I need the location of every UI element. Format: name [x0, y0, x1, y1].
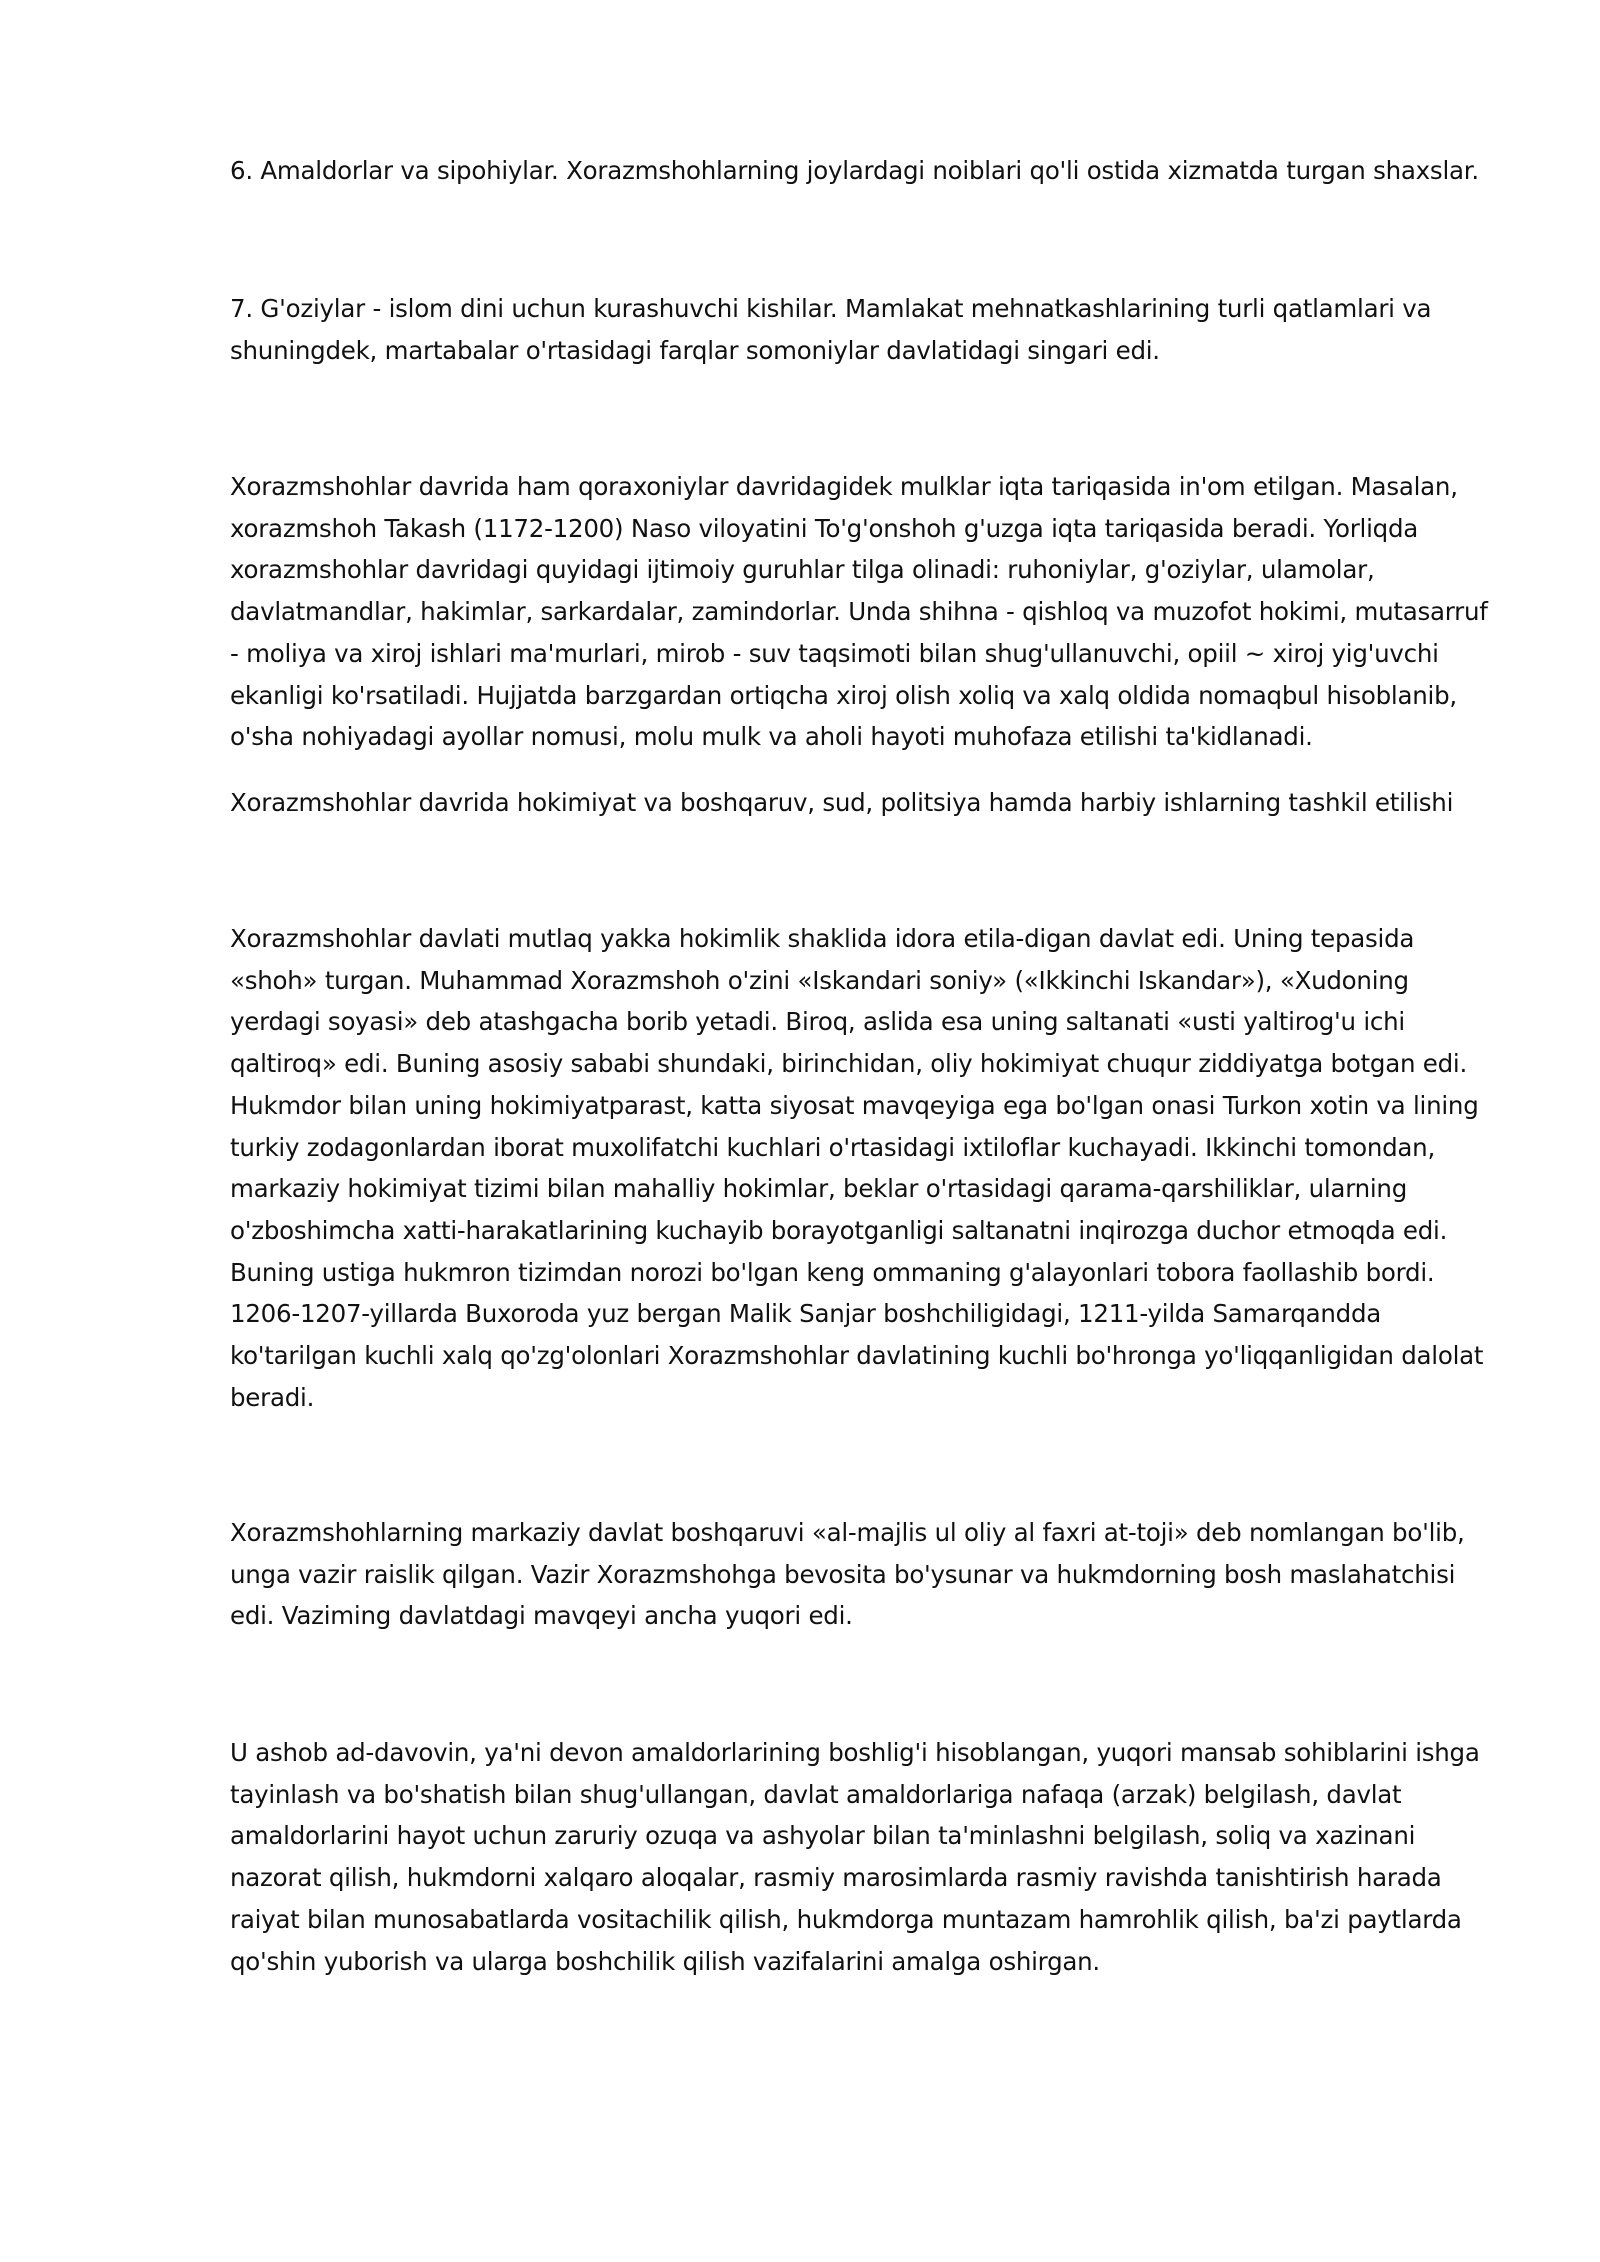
paragraph-markaziy-boshqaruv: Xorazmshohlarning markaziy davlat boshqaruvi «al-majlis ul oliy al faxri at-toji» deb nomlangan bo'lib, unga vazir raislik qilgan. Vazir Xorazmshohga bevosita bo'ysunar va hukmdorning bosh maslahatchisi edi. Vaziming davlatdagi mavqeyi ancha yuqori edi.	[230, 1518, 1465, 1631]
paragraph-iqta: Xorazmshohlar davrida ham qoraxoniylar davridagidek mulklar iqta tariqasida in'om etilgan. Masalan, xorazmshoh Takash (1172-1200) Naso viloyatini To'g'onshoh g'uzga iqta tariqasida beradi. Yorliqda xorazmshohlar davridagi quyidagi ijtimoiy guruhlar tilga olinadi: ruhoniylar, g'oziylar, ulamolar, davlatmandlar, hakimlar, sarkardalar, zamindorlar. Unda shihna - qishloq va muzofot hokimi, mutasarruf - moliya va xiroj ishlari ma'murlari, mirob - suv taqsimoti bilan shug'ullanuvchi, opiil ~ xiroj yig'uvchi ekanligi ko'rsatiladi. Hujjatda barzgardan ortiqcha xiroj olish xoliq va xalq oldida nomaqbul hisoblanib, o'sha nohiyadagi ayollar nomusi, molu mulk va aholi hayoti muhofaza etilishi ta'kidlanadi.	[230, 472, 1488, 752]
paragraph-davlat-tuzumi: Xorazmshohlar davlati mutlaq yakka hokimlik shaklida idora etila-digan davlat edi. Uning tepasida «shoh» turgan. Muhammad Xorazmshoh o'zini «Iskandari soniy» («Ikkinchi Iskandar»), «Xudoning yerdagi soyasi» deb atashgacha borib yetadi. Biroq, aslida esa uning saltanati «usti yaltirog'u ichi qaltiroq» edi. Buning asosiy sababi shundaki, birinchidan, oliy hokimiyat chuqur ziddiyatga botgan edi. Hukmdor bilan uning hokimiyatparast, katta siyosat mavqeyiga ega bo'lgan onasi Turkon xotin va lining turkiy zodagonlardan iborat muxolifatchi kuchlari o'rtasidagi ixtiloflar kuchayadi. Ikkinchi tomondan, markaziy hokimiyat tizimi bilan mahalliy hokimlar, beklar o'rtasidagi qarama-qarshiliklar, ularning o'zboshimcha xatti-harakatlarining kuchayib borayotganligi saltanatni inqirozga duchor etmoqda edi. Buning ustiga hukmron tizimdan norozi bo'lgan keng ommaning g'alayonlari tobora faollashib bordi. 1206-1207-yillarda Buxoroda yuz bergan Malik Sanjar boshchiligidagi, 1211-yilda Samarqandda ko'tarilgan kuchli xalq qo'zg'olonlari Xorazmshohlar davlatining kuchli bo'hronga yo'liqqanligidan dalolat beradi.	[230, 924, 1484, 1412]
paragraph-goziylar: 7. G'oziylar - islom dini uchun kurashuvchi kishilar. Mamlakat mehnatkashlarining turli qatlamlari va shuningdek, martabalar o'rtasidagi farqlar somoniylar davlatidagi singari edi.	[230, 294, 1432, 365]
paragraph-vazir-vazifalari: U ashob ad-davovin, ya'ni devon amaldorlarining boshlig'i hisoblangan, yuqori mansab sohiblarini ishga tayinlash va bo'shatish bilan shug'ullangan, davlat amaldorlariga nafaqa (arzak) belgilash, davlat amaldorlarini hayot uchun zaruriy ozuqa va ashyolar bilan ta'minlashni belgilash, soliq va xazinani nazorat qilish, hukmdorni xalqaro aloqalar, rasmiy marosimlarda rasmiy ravishda tanishtirish harada raiyat bilan munosabatlarda vositachilik qilish, hukmdorga muntazam hamrohlik qilish, ba'zi paytlarda qo'shin yuborish va ularga boshchilik qilish vazifalarini amalga oshirgan.	[230, 1738, 1480, 1976]
paragraph-amaldorlar: 6. Amaldorlar va sipohiylar. Xorazmshohlarning joylardagi noiblari qo'li ostida xizmatda turgan shaxslar.	[230, 156, 1479, 185]
section-heading-hokimiyat: Xorazmshohlar davrida hokimiyat va boshqaruv, sud, politsiya hamda harbiy ishlarning tashkil etilishi	[230, 788, 1454, 817]
